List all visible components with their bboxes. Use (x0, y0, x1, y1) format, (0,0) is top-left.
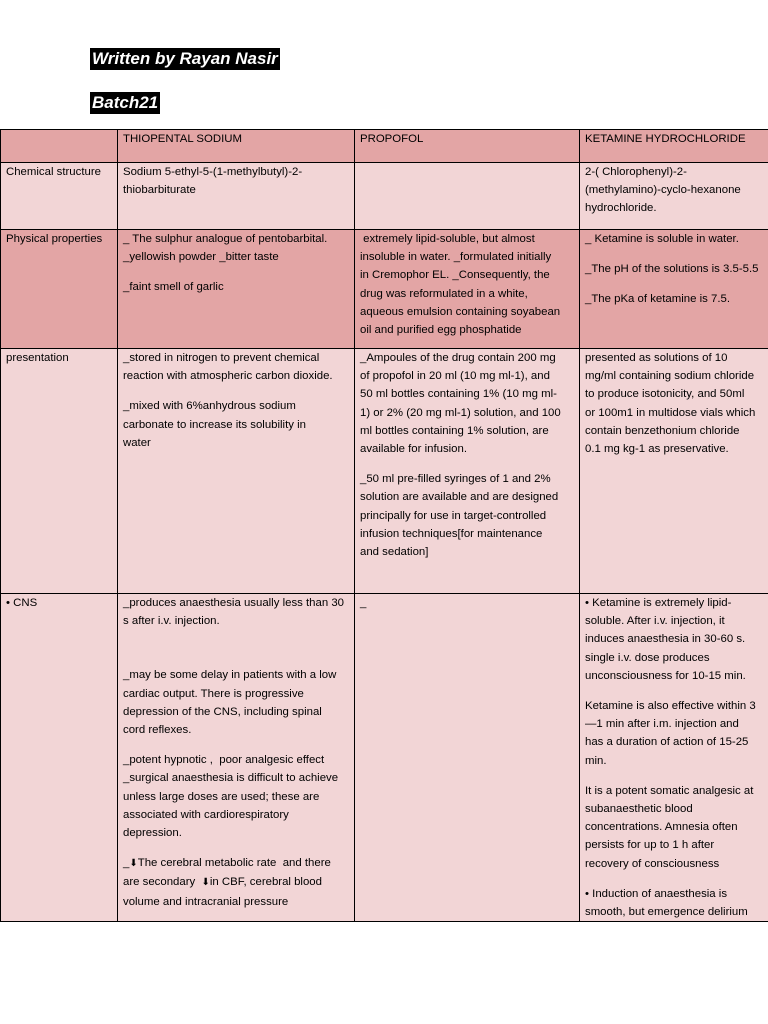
cell-ketamine-presentation: presented as solutions of 10 mg/ml containing sodium chloride to produce isotonicity, and 50ml or 100m1 in multidose vials which contain benzethonium chloride 0.1 mg kg-1 as preservative. (580, 349, 768, 594)
table-row-cns (1, 594, 768, 922)
cell-ketamine-cns: • Ketamine is extremely lipid- soluble. After i.v. injection, it induces anaesthesia in 30-60 s. single i.v. dose produces unconsciousness for 10-15 min. Ketamine is also effective within 3 —1 min after i.m. injection and has a duration of action of 15-25 min. It is a potent somatic analgesic at subanaesthetic blood concentrations. Amnesia often persists for up to 1 h after recovery of consciousness • Induction of anaesthesia is smooth, but emergence delirium (580, 594, 768, 922)
table-row-chemical-structure (1, 163, 768, 230)
header-ketamine: KETAMINE HYDROCHLORIDE (580, 130, 768, 163)
cell-propofol-chemical (355, 163, 580, 230)
header-propofol: PROPOFOL (355, 130, 580, 163)
cell-propofol-physical: extremely lipid-soluble, but almost insoluble in water. _formulated initially in Cremophor EL. _Consequently, the drug was reformulated in a white, aqueous emulsion containing soyabean oil and purified egg phosphatide (355, 230, 580, 349)
cell-thiopental-cns: _produces anaesthesia usually less than 30 s after i.v. injection. _may be some delay in patients with a low cardiac output. There is progressive depression of the CNS, including spinal cord reflexes. _potent hypnotic , poor analgesic effect _surgical anaesthesia is difficult to achieve unless large doses are used; these are associated with cardiorespiratory depression. _⬇The cerebral metabolic rate and there are secondary ⬇in CBF, cerebral blood volume and intracranial pressure (118, 594, 355, 922)
cell-ketamine-chemical: 2-( Chlorophenyl)-2- (methylamino)-cyclo-hexanone hydrochloride. (580, 163, 768, 230)
down-arrow-icon: ⬇ (129, 858, 138, 870)
down-arrow-icon: ⬇ (201, 877, 210, 889)
cell-propofol-presentation: _Ampoules of the drug contain 200 mg of propofol in 20 ml (10 mg ml-1), and 50 ml bottles containing 1% (10 mg ml- 1) or 2% (20 mg ml-1) solution, and 100 ml bottles containing 1% solution, are available for infusion. _50 ml pre-filled syringes of 1 and 2% solution are available and are designed principally for use in target-controlled infusion techniques[for maintenance and sedation] (355, 349, 580, 594)
header-empty-cell (1, 130, 118, 163)
drug-comparison-table (0, 129, 768, 922)
row-label-chemical: Chemical structure (1, 163, 118, 230)
batch-heading: Batch21 (92, 93, 159, 112)
cell-thiopental-presentation: _stored in nitrogen to prevent chemical reaction with atmospheric carbon dioxide. _mixed with 6%anhydrous sodium carbonate to increase its solubility in water (118, 349, 355, 594)
table-row-physical-properties (1, 230, 768, 349)
author-heading: Written by Rayan Nasir (92, 49, 278, 68)
row-label-physical: Physical properties (1, 230, 118, 349)
row-label-cns: • CNS (1, 594, 118, 922)
table-row-presentation (1, 349, 768, 594)
cell-propofol-cns: _ (355, 594, 580, 922)
cell-ketamine-physical: _ Ketamine is soluble in water. _The pH of the solutions is 3.5-5.5 _The pKa of ketamine is 7.5. (580, 230, 768, 349)
cns-cerebral-metabolic-paragraph: _⬇The cerebral metabolic rate and there are secondary ⬇in CBF, cerebral blood volume and intracranial pressure (123, 857, 331, 908)
row-label-presentation: presentation (1, 349, 118, 594)
header-thiopental: THIOPENTAL SODIUM (118, 130, 355, 163)
cell-thiopental-chemical: Sodium 5-ethyl-5-(1-methylbutyl)-2- thiobarbiturate (118, 163, 355, 230)
cell-thiopental-physical: _ The sulphur analogue of pentobarbital. _yellowish powder _bitter taste _faint smell of garlic (118, 230, 355, 349)
table-header-row (1, 130, 768, 163)
